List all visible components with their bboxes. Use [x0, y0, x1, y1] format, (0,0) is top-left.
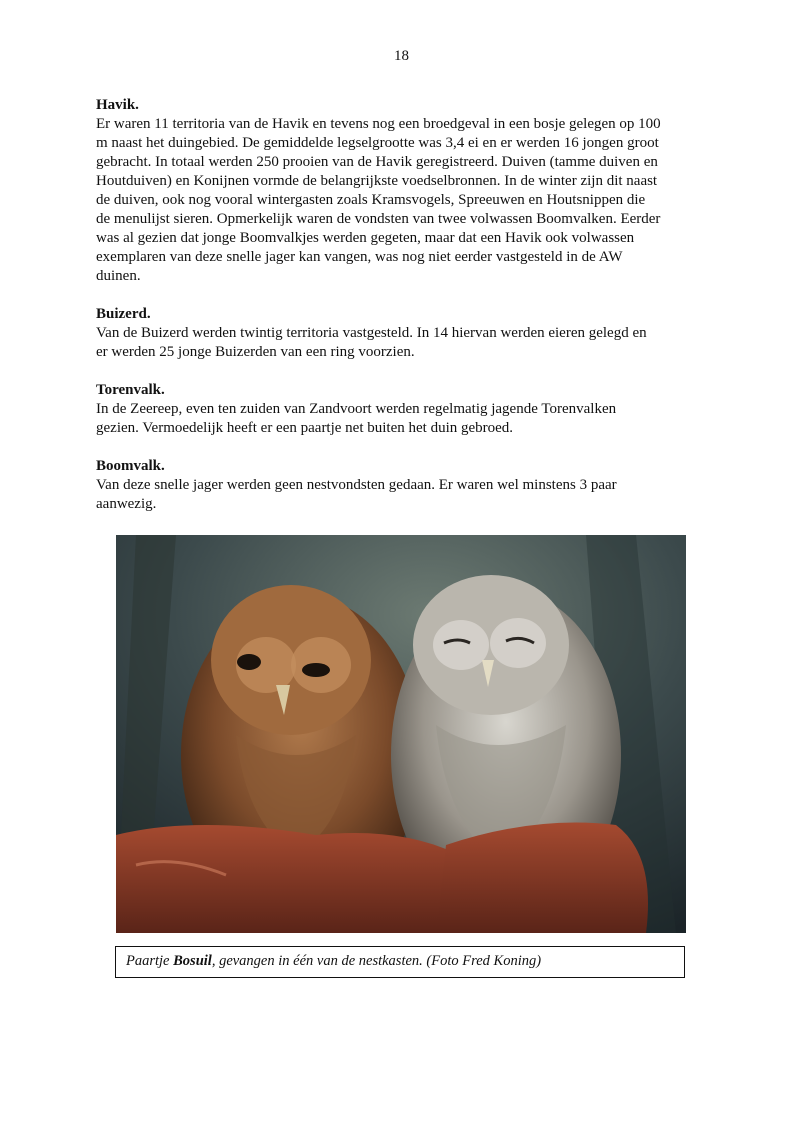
- caption-prefix: Paartje: [126, 953, 174, 969]
- section-text: In de Zeereep, even ten zuiden van Zandvoort werden regelmatig jagende Torenvalken gezien. Vermoedelijk heeft er een paartje net buiten het duin gebroed.: [96, 401, 617, 436]
- section-havik: [96, 96, 708, 286]
- caption-suffix: , gevangen in één van de nestkasten. (Foto Fred Koning): [211, 953, 542, 969]
- section-boomvalk: [96, 457, 708, 514]
- section-title: Boomvalk.: [96, 458, 165, 474]
- section-text: Van deze snelle jager werden geen nestvondsten gedaan. Er waren wel minstens 3 paar aanwezig.: [96, 477, 617, 512]
- owl-photo: [116, 535, 686, 933]
- section-title: Torenvalk.: [96, 382, 165, 398]
- caption-species: Bosuil: [173, 953, 212, 969]
- section-title: Havik.: [96, 97, 139, 113]
- section-buizerd: [96, 305, 708, 362]
- photo-caption: [115, 946, 685, 978]
- section-text: Er waren 11 territoria van de Havik en tevens nog een broedgeval in een bosje gelegen op 100 m naast het duingebied. De gemiddelde legselgrootte was 3,4 ei en er werden 16 jongen groot gebracht. In totaal werden 250 prooien van de Havik geregistreerd. Duiven (tamme duiven en Houtduiven) en Konijnen vormde de belangrijkste voedselbronnen. In de winter zijn dit naast de duiven, ook nog vooral wintergasten zoals Kramsvogels, Spreeuwen en Houtsnippen die de menulijst sieren. Opmerkelijk waren de vondsten van twee volwassen Boomvalken. Eerder was al gezien dat jonge Boomvalkjes werden gegeten, maar dat een Havik ook volwassen exemplaren van deze snelle jager kan vangen, was nog niet eerder vastgesteld in de AW duinen.: [96, 116, 661, 284]
- section-text: Van de Buizerd werden twintig territoria vastgesteld. In 14 hiervan werden eieren gelegd en er werden 25 jonge Buizerden van een ring voorzien.: [96, 325, 647, 360]
- section-title: Buizerd.: [96, 306, 151, 322]
- section-torenvalk: [96, 381, 708, 438]
- page-number: 18: [394, 48, 409, 64]
- article-body: [96, 96, 708, 533]
